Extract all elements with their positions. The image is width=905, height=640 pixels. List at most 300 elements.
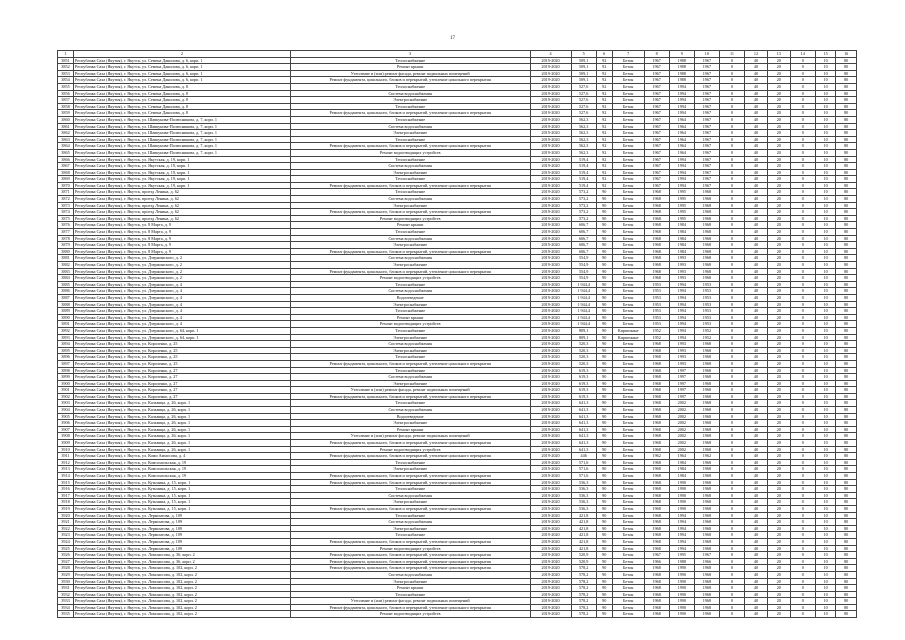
table-cell: 92 [596, 57, 612, 64]
table-row [58, 380, 857, 387]
table-cell: 3851 [58, 57, 74, 64]
table-cell: Бетон [612, 281, 644, 288]
table-cell: 571,6 [571, 466, 596, 473]
table-cell: Водоотведение [290, 413, 530, 420]
table-cell: Кирпичные [612, 334, 644, 341]
table-row [58, 321, 857, 328]
table-cell: 2019-2020 [530, 156, 571, 163]
table-cell: 0 [790, 400, 815, 407]
table-cell: 80 [836, 360, 857, 367]
table-cell: 80 [836, 440, 857, 447]
table-cell: 1994 [669, 103, 694, 110]
table-cell: Республика Саха (Якутия), г. Якутск, ул. Дзержинского, д. 4 [73, 288, 290, 295]
table-cell: 0 [719, 169, 744, 176]
table-cell: 520,9 [571, 552, 596, 559]
table-cell: 10 [815, 116, 836, 123]
table-cell: Утепление и (или) ремонт фасада, ремонт подвальных помещений [290, 598, 530, 605]
table-cell: 40 [745, 387, 768, 394]
table-cell: 90 [596, 222, 612, 229]
table-cell: 1968 [694, 354, 719, 361]
table-cell: 3876 [58, 222, 74, 229]
table-cell: 80 [836, 420, 857, 427]
table-cell: 3913 [58, 466, 74, 473]
table-cell: Бетон [612, 393, 644, 400]
table-cell: 92 [596, 143, 612, 150]
table-cell: 90 [596, 552, 612, 559]
table-cell: 1968 [694, 505, 719, 512]
table-cell: 0 [790, 525, 815, 532]
table-cell: Республика Саха (Якутия), г. Якутск, ул. Ломоносова, д. 36, корп. 2 [73, 552, 290, 559]
table-cell: 641,3 [571, 420, 596, 427]
table-cell: 0 [719, 57, 744, 64]
table-row [58, 545, 857, 552]
table-cell: 90 [596, 473, 612, 480]
table-row [58, 538, 857, 545]
table-cell: 1968 [644, 473, 669, 480]
table-cell: Водоотведение [290, 294, 530, 301]
table-cell: 0 [719, 327, 744, 334]
table-cell: 40 [745, 255, 768, 262]
table-cell: 1953 [694, 314, 719, 321]
table-cell: 3919 [58, 505, 74, 512]
table-cell: 3930 [58, 578, 74, 585]
table-cell: Система водоснабжения [290, 235, 530, 242]
table-cell: 3932 [58, 591, 74, 598]
table-cell: 0 [719, 301, 744, 308]
table-cell: Республика Саха (Якутия), г. Якутск, ул. Короленко, д. 27 [73, 387, 290, 394]
table-cell: 1953 [694, 308, 719, 315]
table-cell: 1990 [669, 591, 694, 598]
table-cell: 527,6 [571, 110, 596, 117]
table-cell: 10 [815, 255, 836, 262]
table-cell: 1968 [644, 407, 669, 414]
table-cell: 80 [836, 367, 857, 374]
table-row [58, 400, 857, 407]
table-cell: 0 [790, 156, 815, 163]
table-cell: 0 [790, 123, 815, 130]
table-cell: 0 [790, 407, 815, 414]
table-cell: 80 [836, 215, 857, 222]
table-cell: 0 [719, 255, 744, 262]
table-cell: 80 [836, 453, 857, 460]
table-cell: 2019-2020 [530, 64, 571, 71]
table-cell: 2019-2020 [530, 532, 571, 539]
table-cell: 1968 [644, 433, 669, 440]
table-cell: 0 [719, 116, 744, 123]
table-cell: Ремонт фундамента, цокольного, блоков и перекрытий, утепление цокольного перекрытия [290, 453, 530, 460]
table-cell: 641,3 [571, 440, 596, 447]
table-cell: 40 [745, 275, 768, 282]
table-cell: 1967 [644, 156, 669, 163]
table-cell: 40 [745, 176, 768, 183]
table-row [58, 70, 857, 77]
table-cell: Утепление и (или) ремонт фасада, ремонт подвальных помещений [290, 433, 530, 440]
table-cell: Республика Саха (Якутия), г. Якутск, ул. Семена Данилова, д. 6, корп. 1 [73, 70, 290, 77]
table-cell: 1968 [644, 571, 669, 578]
table-cell: 1990 [669, 598, 694, 605]
table-cell: 1994 [669, 512, 694, 519]
table-cell: 2019-2020 [530, 169, 571, 176]
table-cell: 3864 [58, 143, 74, 150]
table-cell: 1988 [669, 558, 694, 565]
table-cell: 40 [745, 420, 768, 427]
table-cell: 1968 [694, 492, 719, 499]
table-cell: 40 [745, 215, 768, 222]
table-cell: 3856 [58, 90, 74, 97]
column-number: 2 [73, 51, 290, 58]
table-row [58, 248, 857, 255]
table-cell: 1967 [694, 116, 719, 123]
table-cell: 1968 [644, 479, 669, 486]
table-cell: 40 [745, 565, 768, 572]
table-cell: Бетон [612, 248, 644, 255]
table-cell: 1968 [644, 242, 669, 249]
table-cell: 1968 [644, 598, 669, 605]
table-cell: 40 [745, 156, 768, 163]
table-cell: 90 [596, 321, 612, 328]
table-row [58, 558, 857, 565]
table-cell: 20 [767, 229, 790, 236]
table-cell: 1994 [669, 538, 694, 545]
table-row [58, 578, 857, 585]
table-cell: 1968 [694, 585, 719, 592]
table-cell: 2019-2020 [530, 387, 571, 394]
table-cell: Кирпичные [612, 327, 644, 334]
table-cell: 1968 [644, 446, 669, 453]
table-cell: 20 [767, 57, 790, 64]
table-cell: 3902 [58, 393, 74, 400]
table-cell: Теплоснабжение [290, 103, 530, 110]
table-cell: 0 [790, 420, 815, 427]
table-cell: 1967 [644, 90, 669, 97]
table-cell: 90 [596, 571, 612, 578]
table-cell: 1994 [669, 294, 694, 301]
table-cell: 2019-2020 [530, 314, 571, 321]
table-cell: 1968 [644, 420, 669, 427]
table-cell: 1967 [694, 136, 719, 143]
table-cell: 0 [790, 169, 815, 176]
table-cell: 10 [815, 426, 836, 433]
table-cell: 80 [836, 473, 857, 480]
table-cell: 10 [815, 545, 836, 552]
table-cell: 40 [745, 598, 768, 605]
table-cell: 3904 [58, 407, 74, 414]
table-cell: 2019-2020 [530, 492, 571, 499]
table-cell: 578,2 [571, 585, 596, 592]
table-cell: 2002 [669, 433, 694, 440]
table-cell: 2019-2020 [530, 301, 571, 308]
table-cell: 92 [596, 169, 612, 176]
table-cell: 578,2 [571, 578, 596, 585]
table-cell: 2019-2020 [530, 347, 571, 354]
table-cell: Теплоснабжение [290, 591, 530, 598]
table-cell: 80 [836, 255, 857, 262]
table-cell: 520,9 [571, 558, 596, 565]
table-cell: 573,2 [571, 196, 596, 203]
table-cell: Республика Саха (Якутия), г. Якутск, проезд Ленина, д. 62 [73, 196, 290, 203]
table-cell: 20 [767, 538, 790, 545]
table-cell: Бетон [612, 598, 644, 605]
table-cell: 1 944,4 [571, 294, 596, 301]
table-cell: 1968 [644, 387, 669, 394]
table-cell: 10 [815, 473, 836, 480]
table-cell: 90 [596, 341, 612, 348]
table-cell: 2019-2020 [530, 598, 571, 605]
table-cell: 92 [596, 110, 612, 117]
table-cell: 1968 [644, 215, 669, 222]
table-cell: 90 [596, 440, 612, 447]
table-cell: 2019-2020 [530, 446, 571, 453]
table-cell: Республика Саха (Якутия), г. Якутск, ул. Шавкунова-Полюсникова, д. 7, корп. 1 [73, 136, 290, 143]
table-cell: 562,3 [571, 130, 596, 137]
table-cell: 90 [596, 215, 612, 222]
table-cell: 1988 [669, 77, 694, 84]
table-cell: Бетон [612, 341, 644, 348]
table-cell: 40 [745, 367, 768, 374]
table-cell: Бетон [612, 552, 644, 559]
table-row [58, 130, 857, 137]
table-cell: 0 [790, 486, 815, 493]
table-cell: 3933 [58, 598, 74, 605]
table-cell: 80 [836, 116, 857, 123]
table-cell: Теплоснабжение [290, 189, 530, 196]
table-cell: 80 [836, 182, 857, 189]
table-cell: 20 [767, 262, 790, 269]
table-cell: 0 [790, 281, 815, 288]
table-cell: 1994 [669, 83, 694, 90]
table-cell: 3899 [58, 374, 74, 381]
table-cell: 1968 [694, 235, 719, 242]
table-cell: 80 [836, 196, 857, 203]
table-row [58, 116, 857, 123]
table-row [58, 64, 857, 71]
table-cell: 2019-2020 [530, 440, 571, 447]
table-cell: 0 [719, 294, 744, 301]
table-cell: 1968 [694, 598, 719, 605]
table-cell: Республика Саха (Якутия), г. Якутск, ул. Короленко, д. 27 [73, 393, 290, 400]
table-row [58, 327, 857, 334]
table-cell: 10 [815, 235, 836, 242]
table-cell: 2019-2020 [530, 525, 571, 532]
table-cell: Бетон [612, 275, 644, 282]
table-cell: 10 [815, 360, 836, 367]
table-cell: Электроснабжение [290, 499, 530, 506]
table-cell: Республика Саха (Якутия), г. Якутск, ул. Кузьмина, д. 15, корп. 1 [73, 505, 290, 512]
table-cell: 92 [596, 70, 612, 77]
table-cell: Система водоснабжения [290, 341, 530, 348]
table-cell: 3884 [58, 275, 74, 282]
table-cell: 3862 [58, 130, 74, 137]
table-cell: 421,8 [571, 545, 596, 552]
table-cell: 0 [719, 400, 744, 407]
table-cell: 554,9 [571, 268, 596, 275]
table-cell: 90 [596, 354, 612, 361]
table-cell: 1952 [644, 327, 669, 334]
table-cell: 10 [815, 400, 836, 407]
table-cell: 80 [836, 341, 857, 348]
table-cell: Республика Саха (Якутия), г. Якутск, ул. Дзержинского, д. 2 [73, 262, 290, 269]
table-cell: Бетон [612, 130, 644, 137]
table-cell: 20 [767, 525, 790, 532]
table-cell: Бетон [612, 453, 644, 460]
table-cell: 641,3 [571, 400, 596, 407]
table-cell: 0 [719, 182, 744, 189]
table-cell: 1968 [644, 354, 669, 361]
table-row [58, 433, 857, 440]
table-cell: 20 [767, 611, 790, 618]
table-row [58, 347, 857, 354]
table-cell: 1953 [694, 288, 719, 295]
table-cell: 40 [745, 571, 768, 578]
table-cell: 10 [815, 341, 836, 348]
table-cell: 0 [719, 209, 744, 216]
table-cell: 2019-2020 [530, 334, 571, 341]
table-cell: 80 [836, 611, 857, 618]
table-cell: 0 [790, 70, 815, 77]
table-cell: 1968 [644, 222, 669, 229]
table-cell: 1968 [644, 499, 669, 506]
table-cell: 3869 [58, 176, 74, 183]
table-cell: 2019-2020 [530, 189, 571, 196]
table-cell: 1968 [694, 499, 719, 506]
table-cell: Бетон [612, 611, 644, 618]
table-cell: 40 [745, 433, 768, 440]
table-cell: 2019-2020 [530, 565, 571, 572]
table-cell: 0 [790, 143, 815, 150]
table-cell: 2019-2020 [530, 400, 571, 407]
table-cell: 40 [745, 479, 768, 486]
table-cell: Ремонт фундамента, цокольного, блоков и перекрытий, утепление цокольного перекрытия [290, 182, 530, 189]
table-cell: 2019-2020 [530, 360, 571, 367]
table-cell: 10 [815, 519, 836, 526]
table-cell: 0 [790, 268, 815, 275]
table-cell: 20 [767, 294, 790, 301]
table-cell: Республика Саха (Якутия), г. Якутск, ул. Кузьмина, д. 15, корп. 1 [73, 492, 290, 499]
table-cell: Ремонт водоотводящих устройств [290, 215, 530, 222]
table-cell: Ремонт крыши [290, 222, 530, 229]
table-cell: 0 [790, 565, 815, 572]
table-cell: Республика Саха (Якутия), г. Якутск, ул. Ломоносова, д. 102, корп. 2 [73, 565, 290, 572]
table-cell: 1953 [694, 301, 719, 308]
table-cell: 1968 [694, 604, 719, 611]
table-row [58, 255, 857, 262]
table-cell: 1962 [694, 453, 719, 460]
table-cell: 1968 [644, 525, 669, 532]
table-cell: Бетон [612, 459, 644, 466]
table-cell: 2019-2020 [530, 275, 571, 282]
table-cell: 3908 [58, 433, 74, 440]
table-cell: 1968 [694, 591, 719, 598]
table-cell: 40 [745, 426, 768, 433]
table-cell: 0 [719, 380, 744, 387]
table-cell: 1968 [694, 255, 719, 262]
table-cell: 1967 [694, 149, 719, 156]
table-cell: Республика Саха (Якутия), г. Якутск, ул. Семена Данилова, д. 6, корп. 1 [73, 64, 290, 71]
table-cell: Электроснабжение [290, 578, 530, 585]
table-cell: Утепление и (или) ремонт фасада, ремонт подвальных помещений [290, 70, 530, 77]
table-cell: 1968 [644, 235, 669, 242]
table-cell: 10 [815, 499, 836, 506]
table-cell: 1968 [644, 229, 669, 236]
table-cell: 0 [790, 354, 815, 361]
table-cell: 90 [596, 499, 612, 506]
table-cell: 20 [767, 486, 790, 493]
table-cell: 20 [767, 123, 790, 130]
table-cell: 0 [719, 268, 744, 275]
table-cell: 40 [745, 64, 768, 71]
table-cell: 90 [596, 433, 612, 440]
table-cell: 80 [836, 242, 857, 249]
table-cell: 0 [790, 248, 815, 255]
table-cell: 0 [790, 275, 815, 282]
table-cell: 90 [596, 262, 612, 269]
table-cell: 3882 [58, 262, 74, 269]
table-cell: 520,3 [571, 341, 596, 348]
table-cell: Бетон [612, 532, 644, 539]
table-cell: 80 [836, 123, 857, 130]
table-cell: 0 [790, 341, 815, 348]
table-cell: 3867 [58, 163, 74, 170]
table-cell: 0 [719, 545, 744, 552]
table-cell: 0 [719, 367, 744, 374]
table-cell: 10 [815, 433, 836, 440]
table-cell: 2019-2020 [530, 182, 571, 189]
table-cell: 1 944,4 [571, 308, 596, 315]
table-cell: 80 [836, 334, 857, 341]
table-cell: 0 [719, 242, 744, 249]
table-cell: 1994 [669, 176, 694, 183]
table-cell: 1953 [694, 294, 719, 301]
table-cell: 80 [836, 591, 857, 598]
table-cell: 606,7 [571, 222, 596, 229]
table-cell: Бетон [612, 512, 644, 519]
table-cell: 20 [767, 413, 790, 420]
table-cell: 0 [790, 202, 815, 209]
table-cell: Республика Саха (Якутия), г. Якутск, проезд Ленина, д. 62 [73, 209, 290, 216]
table-cell: 1968 [694, 525, 719, 532]
table-cell: 1968 [694, 242, 719, 249]
table-cell: Ремонт фундамента, цокольного, блоков и перекрытий, утепление цокольного перекрытия [290, 143, 530, 150]
table-cell: 80 [836, 492, 857, 499]
table-cell: Республика Саха (Якутия), г. Якутск, ул. Короленко, д. 25 [73, 360, 290, 367]
table-cell: 90 [596, 400, 612, 407]
table-cell: 1968 [644, 611, 669, 618]
table-cell: 0 [719, 341, 744, 348]
table-cell: 0 [790, 308, 815, 315]
table-cell: 3870 [58, 182, 74, 189]
table-cell: 2019-2020 [530, 479, 571, 486]
table-cell: 1990 [669, 565, 694, 572]
table-cell: Ремонт фундамента, цокольного, блоков и перекрытий, утепление цокольного перекрытия [290, 473, 530, 480]
table-cell: 10 [815, 156, 836, 163]
column-number: 14 [790, 51, 815, 58]
table-cell: 0 [719, 149, 744, 156]
table-cell: 80 [836, 459, 857, 466]
table-cell: 2019-2020 [530, 163, 571, 170]
table-cell: 3910 [58, 446, 74, 453]
table-cell: Бетон [612, 433, 644, 440]
table-row [58, 367, 857, 374]
table-cell: 1967 [644, 123, 669, 130]
table-cell: 80 [836, 545, 857, 552]
table-cell: 20 [767, 202, 790, 209]
table-cell: 80 [836, 512, 857, 519]
table-cell: 20 [767, 248, 790, 255]
table-cell: 10 [815, 308, 836, 315]
table-cell: 90 [596, 387, 612, 394]
table-cell: 0 [790, 473, 815, 480]
table-row [58, 611, 857, 618]
